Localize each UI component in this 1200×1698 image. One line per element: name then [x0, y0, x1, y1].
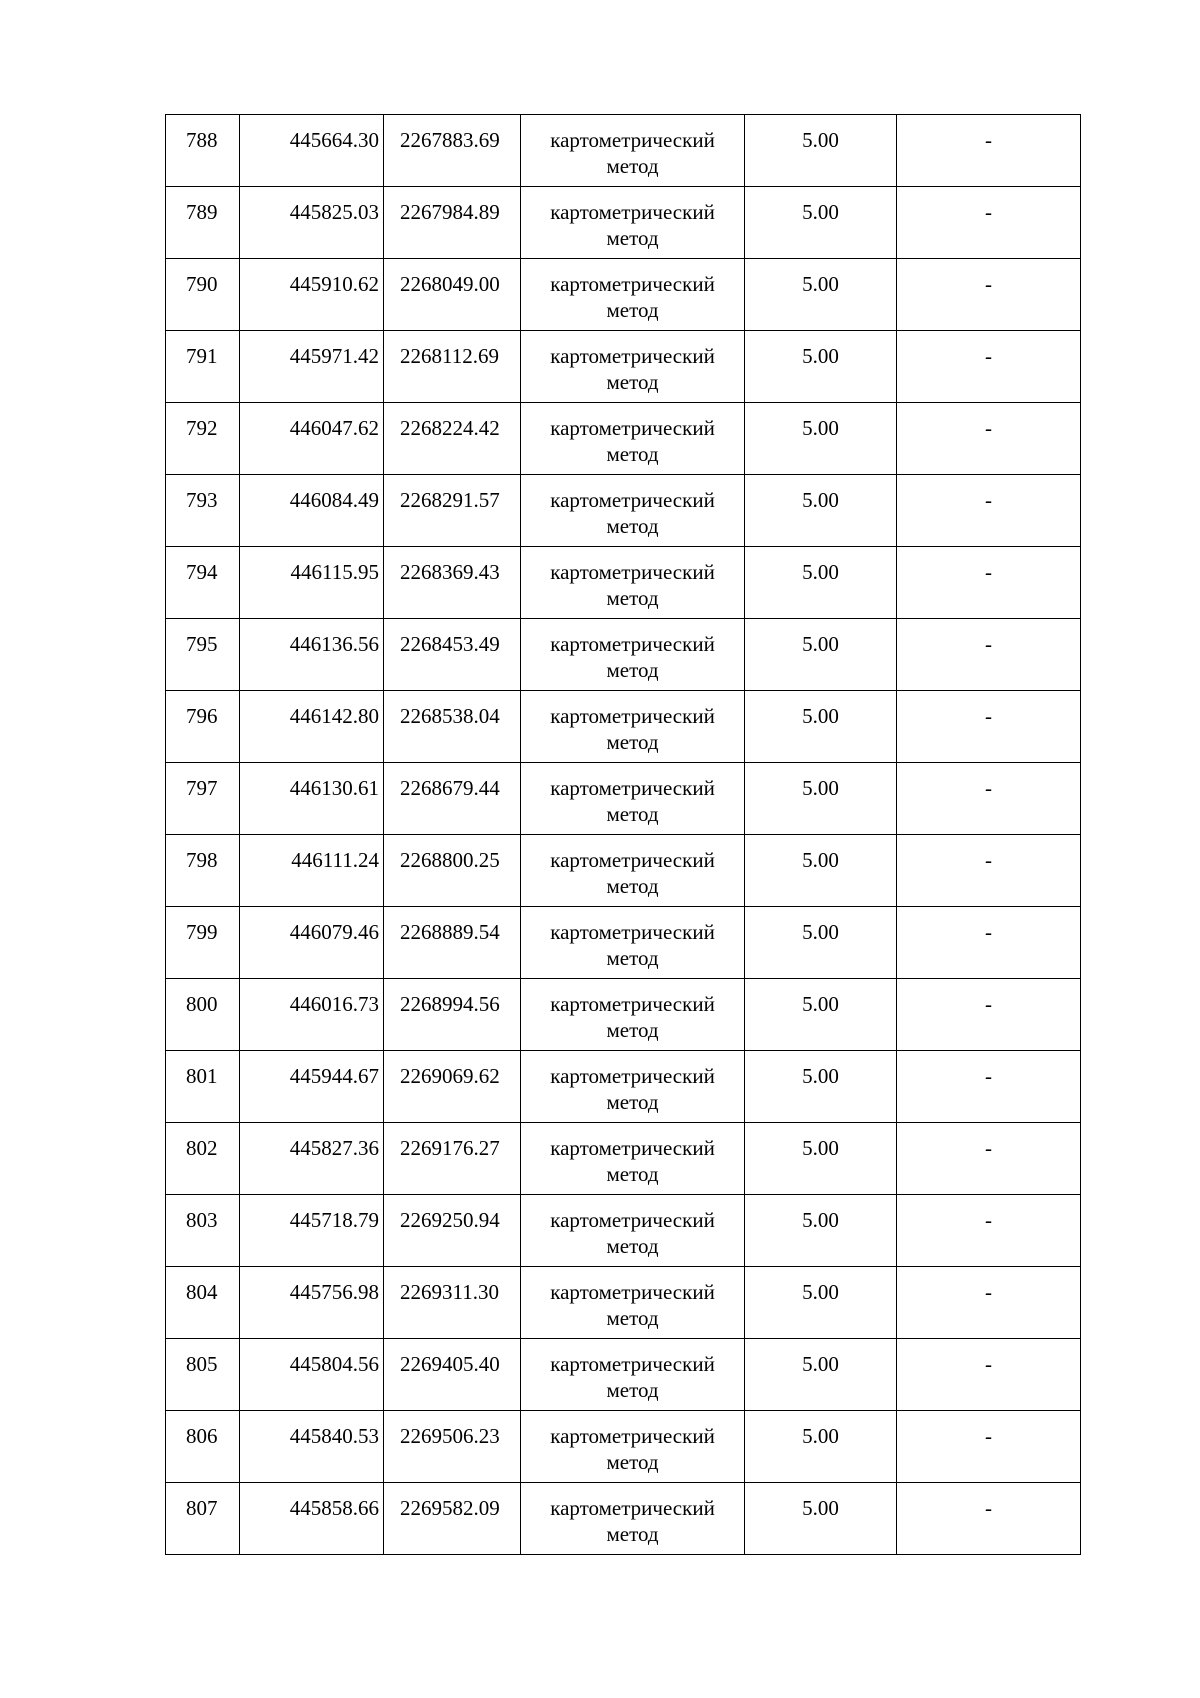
method-line-1: картометрический: [550, 704, 715, 728]
x-coordinate-cell: [240, 691, 384, 763]
table-body: [166, 115, 1081, 1555]
method-line-2: метод: [606, 1234, 659, 1258]
y-coordinate-text: 2269405.40: [400, 1352, 500, 1376]
method-line-1: картометрический: [550, 1496, 715, 1520]
x-coordinate-cell: [240, 1051, 384, 1123]
accuracy-text: 5.00: [802, 1496, 839, 1520]
method-line-1: картометрический: [550, 1064, 715, 1088]
y-coordinate-text: 2267984.89: [400, 200, 500, 224]
method-cell: [521, 1195, 745, 1267]
accuracy-cell: [745, 1123, 897, 1195]
description-text: -: [985, 488, 992, 512]
point-number-cell: [166, 403, 240, 475]
accuracy-text: 5.00: [802, 1064, 839, 1088]
method-cell: [521, 403, 745, 475]
method-line-2: метод: [606, 874, 659, 898]
method-line-1: картометрический: [550, 992, 715, 1016]
description-text: -: [985, 416, 992, 440]
description-text: -: [985, 848, 992, 872]
x-coordinate-text: 446079.46: [289, 920, 379, 944]
accuracy-text: 5.00: [802, 1280, 839, 1304]
description-text: -: [985, 704, 992, 728]
y-coordinate-cell: [384, 1051, 521, 1123]
method-cell: [521, 187, 745, 259]
method-line-2: метод: [606, 730, 659, 754]
point-number-text: 801: [186, 1064, 218, 1088]
point-number-text: 789: [186, 200, 218, 224]
accuracy-text: 5.00: [802, 992, 839, 1016]
accuracy-cell: [745, 331, 897, 403]
table-row: [166, 1051, 1081, 1123]
accuracy-cell: [745, 835, 897, 907]
description-text: -: [985, 632, 992, 656]
description-text: -: [985, 1280, 992, 1304]
description-cell: [897, 1339, 1081, 1411]
method-line-1: картометрический: [550, 1136, 715, 1160]
x-coordinate-cell: [240, 1195, 384, 1267]
description-cell: [897, 907, 1081, 979]
point-number-text: 806: [186, 1424, 218, 1448]
method-line-2: метод: [606, 370, 659, 394]
point-number-text: 807: [186, 1496, 218, 1520]
point-number-text: 792: [186, 416, 218, 440]
method-cell: [521, 1051, 745, 1123]
y-coordinate-text: 2268049.00: [400, 272, 500, 296]
accuracy-text: 5.00: [802, 1208, 839, 1232]
x-coordinate-cell: [240, 331, 384, 403]
accuracy-cell: [745, 1051, 897, 1123]
x-coordinate-text: 445825.03: [289, 200, 379, 224]
y-coordinate-text: 2269176.27: [400, 1136, 500, 1160]
description-text: -: [985, 560, 992, 584]
y-coordinate-text: 2268800.25: [400, 848, 500, 872]
description-cell: [897, 1267, 1081, 1339]
description-cell: [897, 1123, 1081, 1195]
x-coordinate-text: 445971.42: [289, 344, 379, 368]
method-line-2: метод: [606, 1162, 659, 1186]
accuracy-text: 5.00: [802, 200, 839, 224]
description-cell: [897, 691, 1081, 763]
point-number-cell: [166, 475, 240, 547]
point-number-cell: [166, 115, 240, 187]
point-number-cell: [166, 835, 240, 907]
description-cell: [897, 1411, 1081, 1483]
x-coordinate-cell: [240, 619, 384, 691]
x-coordinate-cell: [240, 907, 384, 979]
point-number-text: 798: [186, 848, 218, 872]
method-line-1: картометрический: [550, 1208, 715, 1232]
y-coordinate-text: 2268538.04: [400, 704, 500, 728]
point-number-cell: [166, 619, 240, 691]
description-text: -: [985, 1424, 992, 1448]
method-line-2: метод: [606, 514, 659, 538]
description-cell: [897, 1195, 1081, 1267]
point-number-cell: [166, 691, 240, 763]
y-coordinate-text: 2268112.69: [400, 344, 499, 368]
method-cell: [521, 619, 745, 691]
x-coordinate-text: 446115.95: [290, 560, 379, 584]
accuracy-cell: [745, 1483, 897, 1555]
accuracy-cell: [745, 403, 897, 475]
y-coordinate-text: 2269069.62: [400, 1064, 500, 1088]
point-number-text: 791: [186, 344, 218, 368]
y-coordinate-cell: [384, 1411, 521, 1483]
method-line-2: метод: [606, 1450, 659, 1474]
y-coordinate-text: 2268291.57: [400, 488, 500, 512]
method-cell: [521, 475, 745, 547]
description-cell: [897, 619, 1081, 691]
y-coordinate-text: 2269250.94: [400, 1208, 500, 1232]
point-number-cell: [166, 259, 240, 331]
x-coordinate-text: 445718.79: [289, 1208, 379, 1232]
method-line-2: метод: [606, 946, 659, 970]
table-row: [166, 259, 1081, 331]
x-coordinate-cell: [240, 259, 384, 331]
y-coordinate-text: 2268994.56: [400, 992, 500, 1016]
x-coordinate-cell: [240, 1411, 384, 1483]
method-cell: [521, 331, 745, 403]
y-coordinate-cell: [384, 691, 521, 763]
y-coordinate-cell: [384, 1195, 521, 1267]
accuracy-text: 5.00: [802, 704, 839, 728]
y-coordinate-text: 2268679.44: [400, 776, 500, 800]
description-text: -: [985, 128, 992, 152]
x-coordinate-text: 445840.53: [289, 1424, 379, 1448]
accuracy-cell: [745, 907, 897, 979]
table-row: [166, 1267, 1081, 1339]
x-coordinate-cell: [240, 1123, 384, 1195]
accuracy-cell: [745, 259, 897, 331]
description-cell: [897, 763, 1081, 835]
y-coordinate-text: 2267883.69: [400, 128, 500, 152]
y-coordinate-cell: [384, 403, 521, 475]
method-line-1: картометрический: [550, 1352, 715, 1376]
description-text: -: [985, 272, 992, 296]
point-number-text: 795: [186, 632, 218, 656]
table-row: [166, 1339, 1081, 1411]
method-cell: [521, 259, 745, 331]
point-number-cell: [166, 187, 240, 259]
x-coordinate-text: 445664.30: [289, 128, 379, 152]
method-line-1: картометрический: [550, 128, 715, 152]
method-line-2: метод: [606, 1522, 659, 1546]
description-cell: [897, 547, 1081, 619]
x-coordinate-text: 445756.98: [289, 1280, 379, 1304]
description-cell: [897, 1483, 1081, 1555]
accuracy-text: 5.00: [802, 1136, 839, 1160]
y-coordinate-cell: [384, 331, 521, 403]
method-line-2: метод: [606, 1090, 659, 1114]
x-coordinate-text: 445804.56: [289, 1352, 379, 1376]
x-coordinate-cell: [240, 1339, 384, 1411]
table-row: [166, 979, 1081, 1051]
description-cell: [897, 835, 1081, 907]
table-row: [166, 907, 1081, 979]
method-line-2: метод: [606, 298, 659, 322]
method-line-1: картометрический: [550, 776, 715, 800]
method-cell: [521, 1411, 745, 1483]
y-coordinate-text: 2269506.23: [400, 1424, 500, 1448]
x-coordinate-text: 446136.56: [289, 632, 379, 656]
method-line-2: метод: [606, 154, 659, 178]
table-row: [166, 475, 1081, 547]
y-coordinate-text: 2268224.42: [400, 416, 500, 440]
table-row: [166, 187, 1081, 259]
accuracy-cell: [745, 547, 897, 619]
point-number-cell: [166, 1411, 240, 1483]
y-coordinate-cell: [384, 259, 521, 331]
table-row: [166, 115, 1081, 187]
point-number-cell: [166, 1483, 240, 1555]
accuracy-cell: [745, 619, 897, 691]
y-coordinate-cell: [384, 1123, 521, 1195]
accuracy-text: 5.00: [802, 344, 839, 368]
table-row: [166, 547, 1081, 619]
x-coordinate-text: 446111.24: [291, 848, 379, 872]
description-text: -: [985, 1136, 992, 1160]
y-coordinate-cell: [384, 1339, 521, 1411]
point-number-cell: [166, 979, 240, 1051]
point-number-cell: [166, 907, 240, 979]
description-text: -: [985, 992, 992, 1016]
accuracy-cell: [745, 979, 897, 1051]
point-number-text: 803: [186, 1208, 218, 1232]
coordinates-table: [165, 114, 1081, 1555]
point-number-text: 790: [186, 272, 218, 296]
description-cell: [897, 115, 1081, 187]
y-coordinate-text: 2268889.54: [400, 920, 500, 944]
method-line-1: картометрический: [550, 848, 715, 872]
point-number-cell: [166, 1339, 240, 1411]
point-number-text: 797: [186, 776, 218, 800]
accuracy-text: 5.00: [802, 488, 839, 512]
x-coordinate-cell: [240, 763, 384, 835]
description-cell: [897, 331, 1081, 403]
point-number-text: 805: [186, 1352, 218, 1376]
y-coordinate-cell: [384, 475, 521, 547]
description-text: -: [985, 344, 992, 368]
method-line-1: картометрический: [550, 632, 715, 656]
table-row: [166, 403, 1081, 475]
accuracy-text: 5.00: [802, 1352, 839, 1376]
description-cell: [897, 259, 1081, 331]
method-line-1: картометрический: [550, 416, 715, 440]
method-cell: [521, 907, 745, 979]
method-cell: [521, 547, 745, 619]
method-line-2: метод: [606, 226, 659, 250]
point-number-cell: [166, 1267, 240, 1339]
description-text: -: [985, 1064, 992, 1088]
point-number-text: 804: [186, 1280, 218, 1304]
point-number-cell: [166, 1195, 240, 1267]
accuracy-cell: [745, 1339, 897, 1411]
point-number-cell: [166, 763, 240, 835]
y-coordinate-cell: [384, 187, 521, 259]
method-line-1: картометрический: [550, 272, 715, 296]
accuracy-cell: [745, 1195, 897, 1267]
method-line-1: картометрический: [550, 488, 715, 512]
method-line-1: картометрический: [550, 1280, 715, 1304]
method-line-2: метод: [606, 1018, 659, 1042]
point-number-text: 799: [186, 920, 218, 944]
x-coordinate-text: 445827.36: [289, 1136, 379, 1160]
y-coordinate-cell: [384, 1483, 521, 1555]
table-row: [166, 763, 1081, 835]
description-cell: [897, 403, 1081, 475]
method-line-2: метод: [606, 1306, 659, 1330]
y-coordinate-cell: [384, 115, 521, 187]
x-coordinate-cell: [240, 1483, 384, 1555]
y-coordinate-cell: [384, 907, 521, 979]
method-cell: [521, 115, 745, 187]
accuracy-cell: [745, 691, 897, 763]
description-cell: [897, 1051, 1081, 1123]
method-line-2: метод: [606, 442, 659, 466]
table-row: [166, 331, 1081, 403]
x-coordinate-cell: [240, 403, 384, 475]
description-text: -: [985, 1496, 992, 1520]
x-coordinate-text: 445858.66: [289, 1496, 379, 1520]
table-row: [166, 619, 1081, 691]
point-number-text: 796: [186, 704, 218, 728]
y-coordinate-cell: [384, 979, 521, 1051]
method-line-1: картометрический: [550, 920, 715, 944]
y-coordinate-text: 2268369.43: [400, 560, 500, 584]
accuracy-text: 5.00: [802, 848, 839, 872]
method-cell: [521, 763, 745, 835]
accuracy-text: 5.00: [802, 632, 839, 656]
y-coordinate-cell: [384, 835, 521, 907]
point-number-text: 793: [186, 488, 218, 512]
accuracy-text: 5.00: [802, 920, 839, 944]
method-line-2: метод: [606, 802, 659, 826]
table-row: [166, 691, 1081, 763]
x-coordinate-cell: [240, 979, 384, 1051]
accuracy-text: 5.00: [802, 272, 839, 296]
method-cell: [521, 1123, 745, 1195]
point-number-text: 802: [186, 1136, 218, 1160]
method-cell: [521, 1483, 745, 1555]
description-cell: [897, 475, 1081, 547]
point-number-text: 794: [186, 560, 218, 584]
table-row: [166, 1411, 1081, 1483]
table-row: [166, 1123, 1081, 1195]
x-coordinate-text: 446016.73: [289, 992, 379, 1016]
point-number-text: 800: [186, 992, 218, 1016]
description-text: -: [985, 1352, 992, 1376]
method-cell: [521, 835, 745, 907]
method-cell: [521, 1267, 745, 1339]
point-number-cell: [166, 547, 240, 619]
accuracy-text: 5.00: [802, 560, 839, 584]
x-coordinate-text: 446130.61: [289, 776, 379, 800]
description-text: -: [985, 776, 992, 800]
accuracy-text: 5.00: [802, 416, 839, 440]
accuracy-cell: [745, 475, 897, 547]
x-coordinate-text: 445910.62: [289, 272, 379, 296]
accuracy-cell: [745, 763, 897, 835]
y-coordinate-cell: [384, 619, 521, 691]
accuracy-cell: [745, 1267, 897, 1339]
accuracy-text: 5.00: [802, 776, 839, 800]
description-cell: [897, 187, 1081, 259]
method-line-2: метод: [606, 1378, 659, 1402]
description-text: -: [985, 1208, 992, 1232]
x-coordinate-text: 446084.49: [289, 488, 379, 512]
y-coordinate-cell: [384, 1267, 521, 1339]
x-coordinate-cell: [240, 547, 384, 619]
accuracy-cell: [745, 1411, 897, 1483]
y-coordinate-cell: [384, 763, 521, 835]
method-line-2: метод: [606, 586, 659, 610]
accuracy-cell: [745, 187, 897, 259]
method-cell: [521, 979, 745, 1051]
accuracy-cell: [745, 115, 897, 187]
y-coordinate-text: 2268453.49: [400, 632, 500, 656]
point-number-cell: [166, 1123, 240, 1195]
method-line-2: метод: [606, 658, 659, 682]
x-coordinate-cell: [240, 1267, 384, 1339]
table-row: [166, 835, 1081, 907]
method-line-1: картометрический: [550, 560, 715, 584]
method-cell: [521, 1339, 745, 1411]
point-number-text: 788: [186, 128, 218, 152]
method-cell: [521, 691, 745, 763]
method-line-1: картометрический: [550, 1424, 715, 1448]
y-coordinate-text: 2269582.09: [400, 1496, 500, 1520]
table-row: [166, 1483, 1081, 1555]
x-coordinate-text: 446047.62: [289, 416, 379, 440]
description-text: -: [985, 920, 992, 944]
method-line-1: картометрический: [550, 200, 715, 224]
x-coordinate-text: 446142.80: [289, 704, 379, 728]
y-coordinate-cell: [384, 547, 521, 619]
description-cell: [897, 979, 1081, 1051]
y-coordinate-text: 2269311.30: [400, 1280, 499, 1304]
method-line-1: картометрический: [550, 344, 715, 368]
point-number-cell: [166, 331, 240, 403]
accuracy-text: 5.00: [802, 1424, 839, 1448]
point-number-cell: [166, 1051, 240, 1123]
x-coordinate-cell: [240, 187, 384, 259]
x-coordinate-cell: [240, 475, 384, 547]
description-text: -: [985, 200, 992, 224]
x-coordinate-text: 445944.67: [289, 1064, 379, 1088]
accuracy-text: 5.00: [802, 128, 839, 152]
x-coordinate-cell: [240, 115, 384, 187]
x-coordinate-cell: [240, 835, 384, 907]
table-row: [166, 1195, 1081, 1267]
